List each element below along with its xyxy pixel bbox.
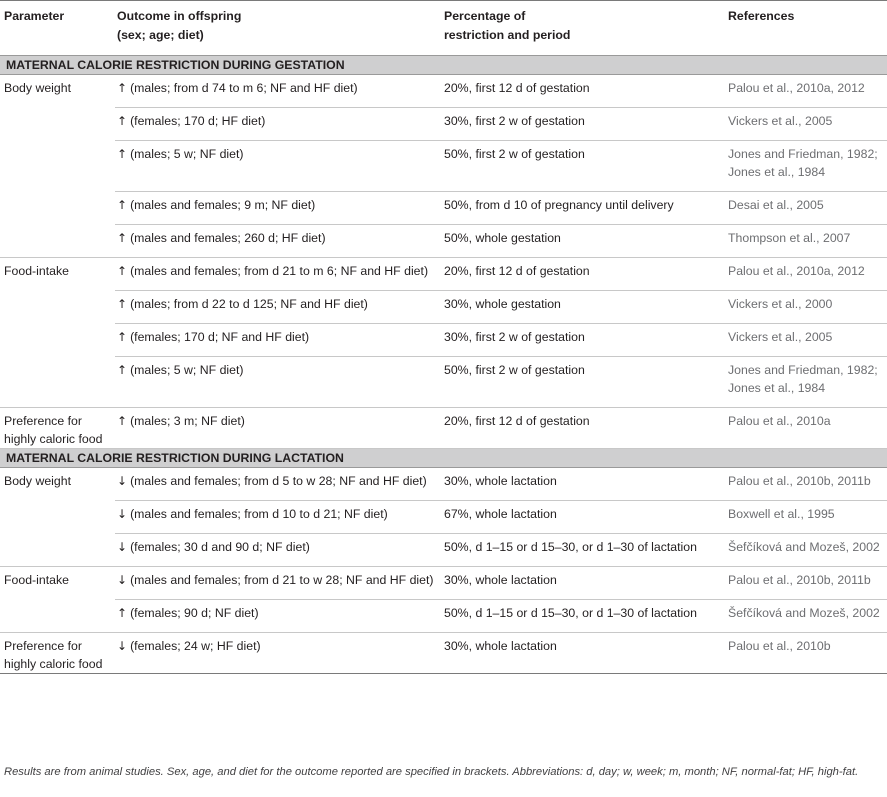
restriction-cell: 20%, first 12 d of gestation [441,408,725,449]
outcome-text: (females; 24 w; HF diet) [130,639,261,653]
outcome-cell [115,192,441,225]
restriction-cell: 20%, first 12 d of gestation [441,258,725,291]
arrow-up-icon: ↑ [117,363,128,377]
reference-cell: Palou et al., 2010a, 2012 [725,258,887,291]
table-row [0,108,887,141]
restriction-cell: 50%, d 1–15 or d 15–30, or d 1–30 of lactation [441,600,725,633]
outcome-text: (males and females; from d 5 to w 28; NF and HF diet) [130,474,427,488]
outcome-text: (males; from d 22 to d 125; NF and HF diet) [130,297,368,311]
reference-cell: Vickers et al., 2005 [725,324,887,357]
arrow-up-icon: ↑ [117,330,128,344]
outcome-cell [115,567,441,600]
parameter-cell: Food-intake [0,258,115,408]
reference-cell: Jones and Friedman, 1982; Jones et al., 1984 [725,357,887,408]
header-references: References [725,1,887,56]
arrow-up-icon: ↑ [117,198,128,212]
outcome-text: (males; from d 74 to m 6; NF and HF diet) [130,81,358,95]
table-row [0,324,887,357]
reference-cell: Palou et al., 2010b [725,633,887,674]
outcome-cell [115,633,441,674]
parameter-cell: Food-intake [0,567,115,633]
reference-cell: Vickers et al., 2000 [725,291,887,324]
restriction-cell: 50%, first 2 w of gestation [441,357,725,408]
arrow-up-icon: ↑ [117,606,128,620]
table-row [0,633,887,674]
restriction-cell: 30%, whole lactation [441,633,725,674]
arrow-up-icon: ↑ [117,264,128,278]
arrow-down-icon: ↓ [117,540,128,554]
arrow-up-icon: ↑ [117,81,128,95]
parameter-cell: Preference for highly caloric food [0,408,115,449]
outcome-cell [115,534,441,567]
table-body [0,56,887,674]
table-footnote: Results are from animal studies. Sex, age, and diet for the outcome reported are specified in brackets. Abbreviations: d, day; w, week; m, month; NF, normal-fat; HF, high-fat. [4,766,859,778]
parameter-cell: Body weight [0,75,115,258]
outcome-text: (males and females; from d 21 to m 6; NF and HF diet) [130,264,429,278]
reference-cell: Desai et al., 2005 [725,192,887,225]
arrow-up-icon: ↑ [117,414,128,428]
reference-cell: Thompson et al., 2007 [725,225,887,258]
outcome-text: (females; 170 d; HF diet) [130,114,266,128]
outcome-cell [115,600,441,633]
restriction-cell: 30%, whole lactation [441,468,725,501]
table-row [0,534,887,567]
section-title: MATERNAL CALORIE RESTRICTION DURING LACTATION [0,449,887,468]
reference-cell: Palou et al., 2010b, 2011b [725,468,887,501]
parameter-cell: Body weight [0,468,115,567]
arrow-down-icon: ↓ [117,474,128,488]
reference-cell: Vickers et al., 2005 [725,108,887,141]
reference-cell: Boxwell et al., 1995 [725,501,887,534]
reference-cell: Šefčíková and Mozeš, 2002 [725,534,887,567]
outcome-text: (females; 170 d; NF and HF diet) [130,330,310,344]
arrow-up-icon: ↑ [117,114,128,128]
arrow-up-icon: ↑ [117,147,128,161]
header-parameter: Parameter [0,1,115,56]
reference-cell: Palou et al., 2010a [725,408,887,449]
restriction-cell: 67%, whole lactation [441,501,725,534]
table-row [0,567,887,600]
restriction-cell: 50%, first 2 w of gestation [441,141,725,192]
restriction-cell: 50%, whole gestation [441,225,725,258]
table-row [0,225,887,258]
table-row [0,258,887,291]
table-row [0,75,887,108]
outcome-cell [115,408,441,449]
restriction-cell: 50%, from d 10 of pregnancy until delivery [441,192,725,225]
table-row [0,468,887,501]
table-header [0,1,887,56]
outcome-cell [115,468,441,501]
outcome-text: (males and females; from d 10 to d 21; NF diet) [130,507,388,521]
table-row [0,291,887,324]
outcome-text: (males and females; 260 d; HF diet) [130,231,326,245]
restriction-cell: 50%, d 1–15 or d 15–30, or d 1–30 of lactation [441,534,725,567]
reference-cell: Palou et al., 2010b, 2011b [725,567,887,600]
arrow-down-icon: ↓ [117,507,128,521]
outcome-text: (males and females; 9 m; NF diet) [130,198,316,212]
arrow-up-icon: ↑ [117,231,128,245]
header-outcome: Outcome in offspring (sex; age; diet) [115,1,441,56]
outcome-cell [115,75,441,108]
outcome-cell [115,324,441,357]
table-row [0,600,887,633]
table-row [0,501,887,534]
section-title: MATERNAL CALORIE RESTRICTION DURING GESTATION [0,56,887,75]
outcome-text: (males; 3 m; NF diet) [130,414,245,428]
outcome-text: (females; 30 d and 90 d; NF diet) [130,540,310,554]
section-header-row [0,449,887,468]
outcome-cell [115,291,441,324]
table-row [0,408,887,449]
restriction-cell: 30%, whole gestation [441,291,725,324]
restriction-cell: 20%, first 12 d of gestation [441,75,725,108]
restriction-cell: 30%, whole lactation [441,567,725,600]
table-row [0,357,887,408]
outcome-text: (females; 90 d; NF diet) [130,606,259,620]
arrow-up-icon: ↑ [117,297,128,311]
outcome-cell [115,501,441,534]
arrow-down-icon: ↓ [117,573,128,587]
section-header-row [0,56,887,75]
reference-cell: Jones and Friedman, 1982; Jones et al., 1984 [725,141,887,192]
outcome-cell [115,108,441,141]
outcome-cell [115,225,441,258]
outcome-cell [115,141,441,192]
reference-cell: Palou et al., 2010a, 2012 [725,75,887,108]
table-row [0,141,887,192]
outcome-cell [115,357,441,408]
outcome-text: (males and females; from d 21 to w 28; NF and HF diet) [130,573,434,587]
outcome-text: (males; 5 w; NF diet) [130,363,244,377]
table-row [0,192,887,225]
header-percentage: Percentage of restriction and period [441,1,725,56]
outcome-cell [115,258,441,291]
outcome-text: (males; 5 w; NF diet) [130,147,244,161]
restriction-cell: 30%, first 2 w of gestation [441,108,725,141]
reference-cell: Šefčíková and Mozeš, 2002 [725,600,887,633]
restriction-cell: 30%, first 2 w of gestation [441,324,725,357]
parameter-cell: Preference for highly caloric food [0,633,115,674]
arrow-down-icon: ↓ [117,639,128,653]
